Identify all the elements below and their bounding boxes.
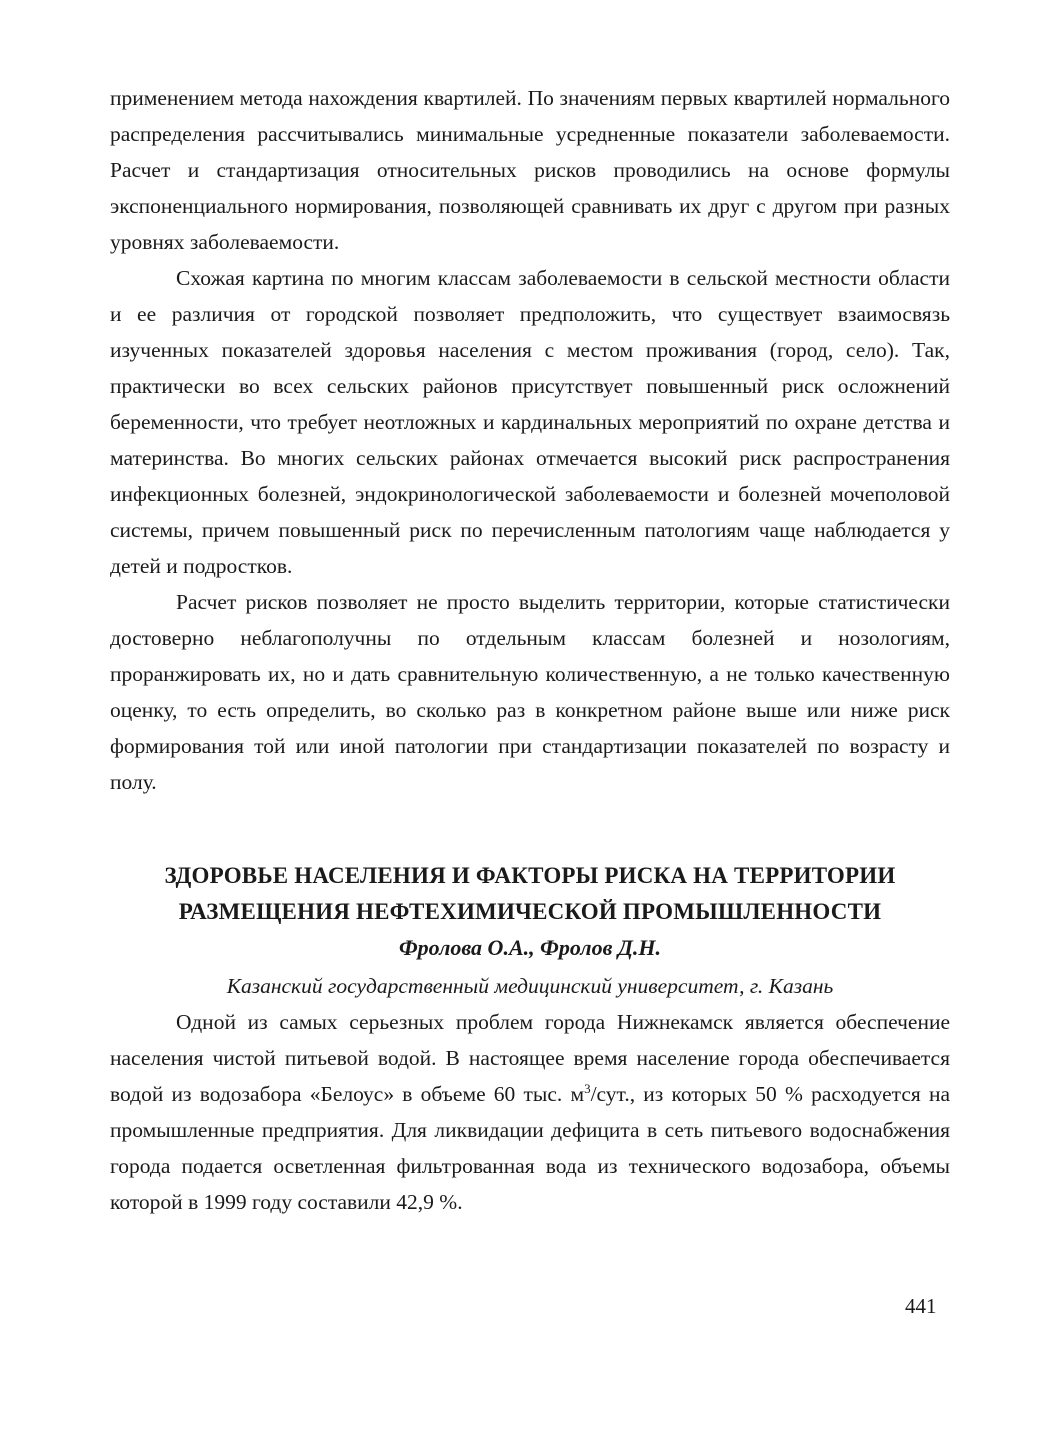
article-heading [110,858,950,1004]
article-authors: Фролова О.А., Фролов Д.Н. [398,935,662,960]
paragraph-4-text-b: /сут., из которых 50 % расходуется на промышленные предприятия. Для ликвидации дефицита в сеть питьевого водоснабжения города подается осветленная фильтрованная вода из технического водозабора, объемы которой в 1999 году составили 42,9 %. [110,1082,950,1214]
article-title-line-2: РАЗМЕЩЕНИЯ НЕФТЕХИМИЧЕСКОЙ ПРОМЫШЛЕННОСТИ [178,899,882,924]
paragraph-4 [110,1004,950,1220]
paragraph-3: Расчет рисков позволяет не просто выделить территории, которые статистически достоверно неблагополучны по отдельным классам болезней и нозологиям, проранжировать их, но и дать сравнительную количественную, а не только качественную оценку, то есть определить, во сколько раз в конкретном районе выше или ниже риск формирования той или иной патологии при стандартизации показателей по возрасту и полу. [110,590,950,794]
paragraph-1: применением метода нахождения квартилей. По значениям первых квартилей нормального распределения рассчитывались минимальные усредненные показатели заболеваемости. Расчет и стандартизация относительных рисков проводились на основе формулы экспоненциального нормирования, позволяющей сравнивать их друг с другом при разных уровнях заболеваемости. [110,86,950,254]
paragraph-4-text-a: Одной из самых серьезных проблем города Нижнекамск является обеспечение населения чистой питьевой водой. В настоящее время население города обеспечивается водой из водозабора «Белоус» в объеме 60 тыс. м [110,1010,950,1106]
cubic-superscript: 3 [584,1080,591,1096]
article-title-line-1: ЗДОРОВЬЕ НАСЕЛЕНИЯ И ФАКТОРЫ РИСКА НА ТЕРРИТОРИИ [164,863,896,888]
article-affiliation: Казанский государственный медицинский университет, г. Казань [226,974,834,998]
page-number: 441 [905,1294,937,1318]
paragraph-2: Схожая картина по многим классам заболеваемости в сельской местности области и ее различия от городской позволяет предположить, что существует взаимосвязь изученных показателей здоровья населения с местом проживания (город, село). Так, практически во всех сельских районов присутствует повышенный риск осложнений беременности, что требует неотложных и кардинальных мероприятий по охране детства и материнства. Во многих сельских районах отмечается высокий риск распространения инфекционных болезней, эндокринологической заболеваемости и болезней мочеполовой системы, причем повышенный риск по перечисленным патологиям чаще наблюдается у детей и подростков. [110,266,950,578]
page-content [110,80,950,1220]
